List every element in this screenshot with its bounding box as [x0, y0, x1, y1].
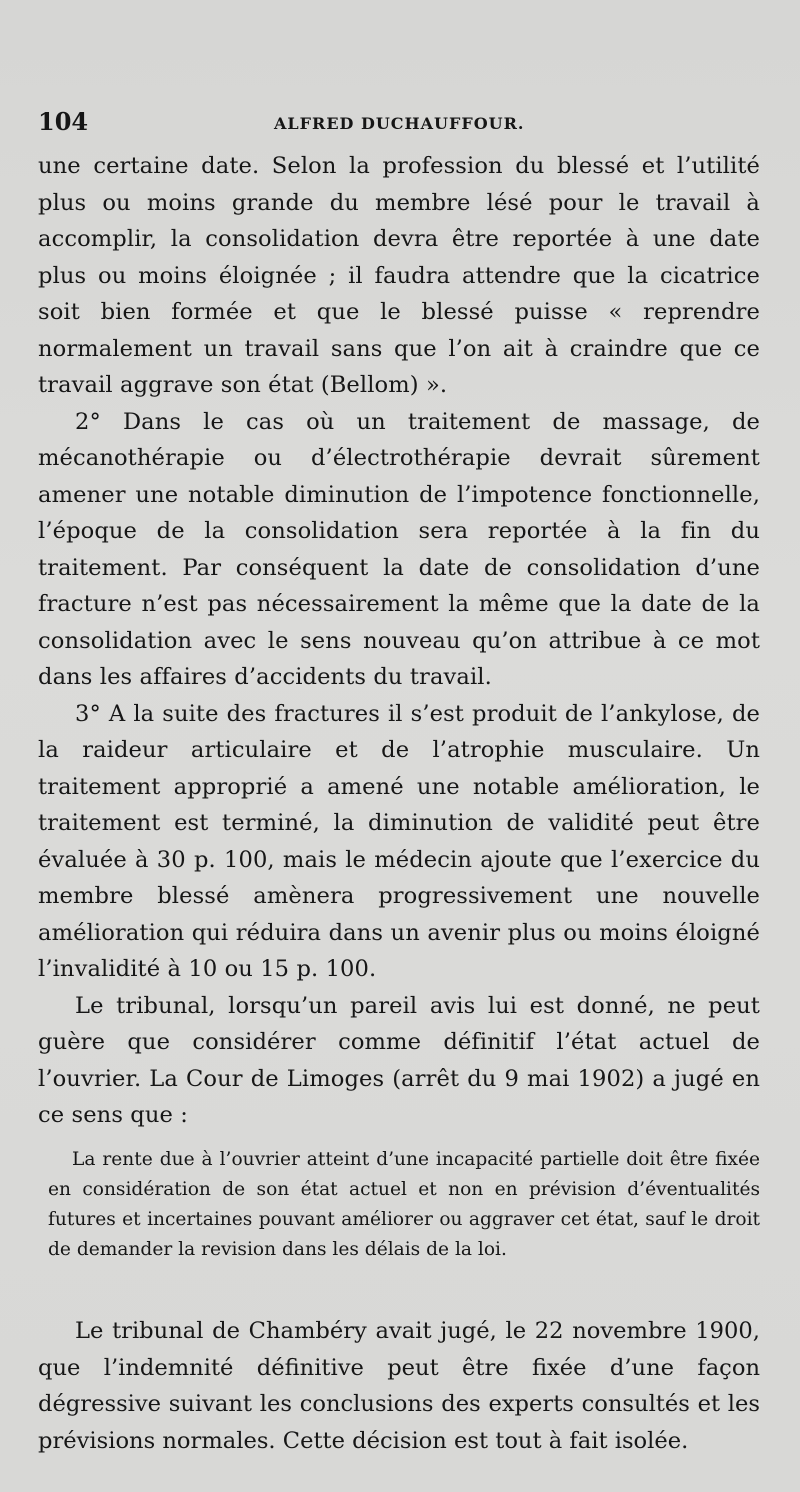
- paragraph-point-2: 2° Dans le cas où un traitement de massage, de mécanothérapie ou d’électrothérapie devrait sûrement amener une notable diminution de l’impotence fonctionnelle, l’époque de la consolidation sera reportée à la fin du traitement. Par conséquent la date de consolidation d’une fracture n’est pas nécessairement la même que la date de la consolidation avec le sens nouveau qu’on attribue à ce mot dans les affaires d’accidents du travail.: [38, 408, 760, 690]
- running-head: ALFRED DUCHAUFFOUR.: [274, 114, 525, 133]
- page-header: [38, 107, 768, 137]
- paragraph-continued: une certaine date. Selon la profession du blessé et l’utilité plus ou moins grande du membre lésé pour le travail à accomplir, la consolidation devra être reportée à une date plus ou moins éloignée ; il faudra attendre que la cicatrice soit bien formée et que le blessé puisse « reprendre normalement un travail sans que l’on ait à craindre que ce travail aggrave son état (Bellom) ».: [38, 153, 760, 398]
- page-number: 104: [38, 107, 89, 136]
- paragraph-tribunal: Le tribunal, lorsqu’un pareil avis lui est donné, ne peut guère que considérer comme définitif l’état actuel de l’ouvrier. La Cour de Limoges (arrêt du 9 mai 1902) a jugé en ce sens que :: [38, 992, 760, 1128]
- main-text: [38, 148, 760, 1134]
- paragraph-chambery: Le tribunal de Chambéry avait jugé, le 22 novembre 1900, que l’indemnité définitive peut être fixée d’une façon dégressive suivant les conclusions des experts consultés et les prévisions normales. Cette décision est tout à fait isolée.: [38, 1318, 760, 1454]
- block-quote-limoges: La rente due à l’ouvrier atteint d’une incapacité partielle doit être fixée en considération de son état actuel et non en prévision d’éventualités futures et incertaines pouvant améliorer ou aggraver cet état, sauf le droit de demander la revision dans les délais de la loi.: [48, 1149, 760, 1260]
- paragraph-point-3: 3° A la suite des fractures il s’est produit de l’ankylose, de la raideur articulaire et de l’atrophie musculaire. Un traitement approprié a amené une notable amélioration, le traitement est terminé, la diminution de validité peut être évaluée à 30 p. 100, mais le médecin ajoute que l’exercice du membre blessé amènera progressivement une nouvelle amélioration qui réduira dans un avenir plus ou moins éloigné l’invalidité à 10 ou 15 p. 100.: [38, 700, 760, 982]
